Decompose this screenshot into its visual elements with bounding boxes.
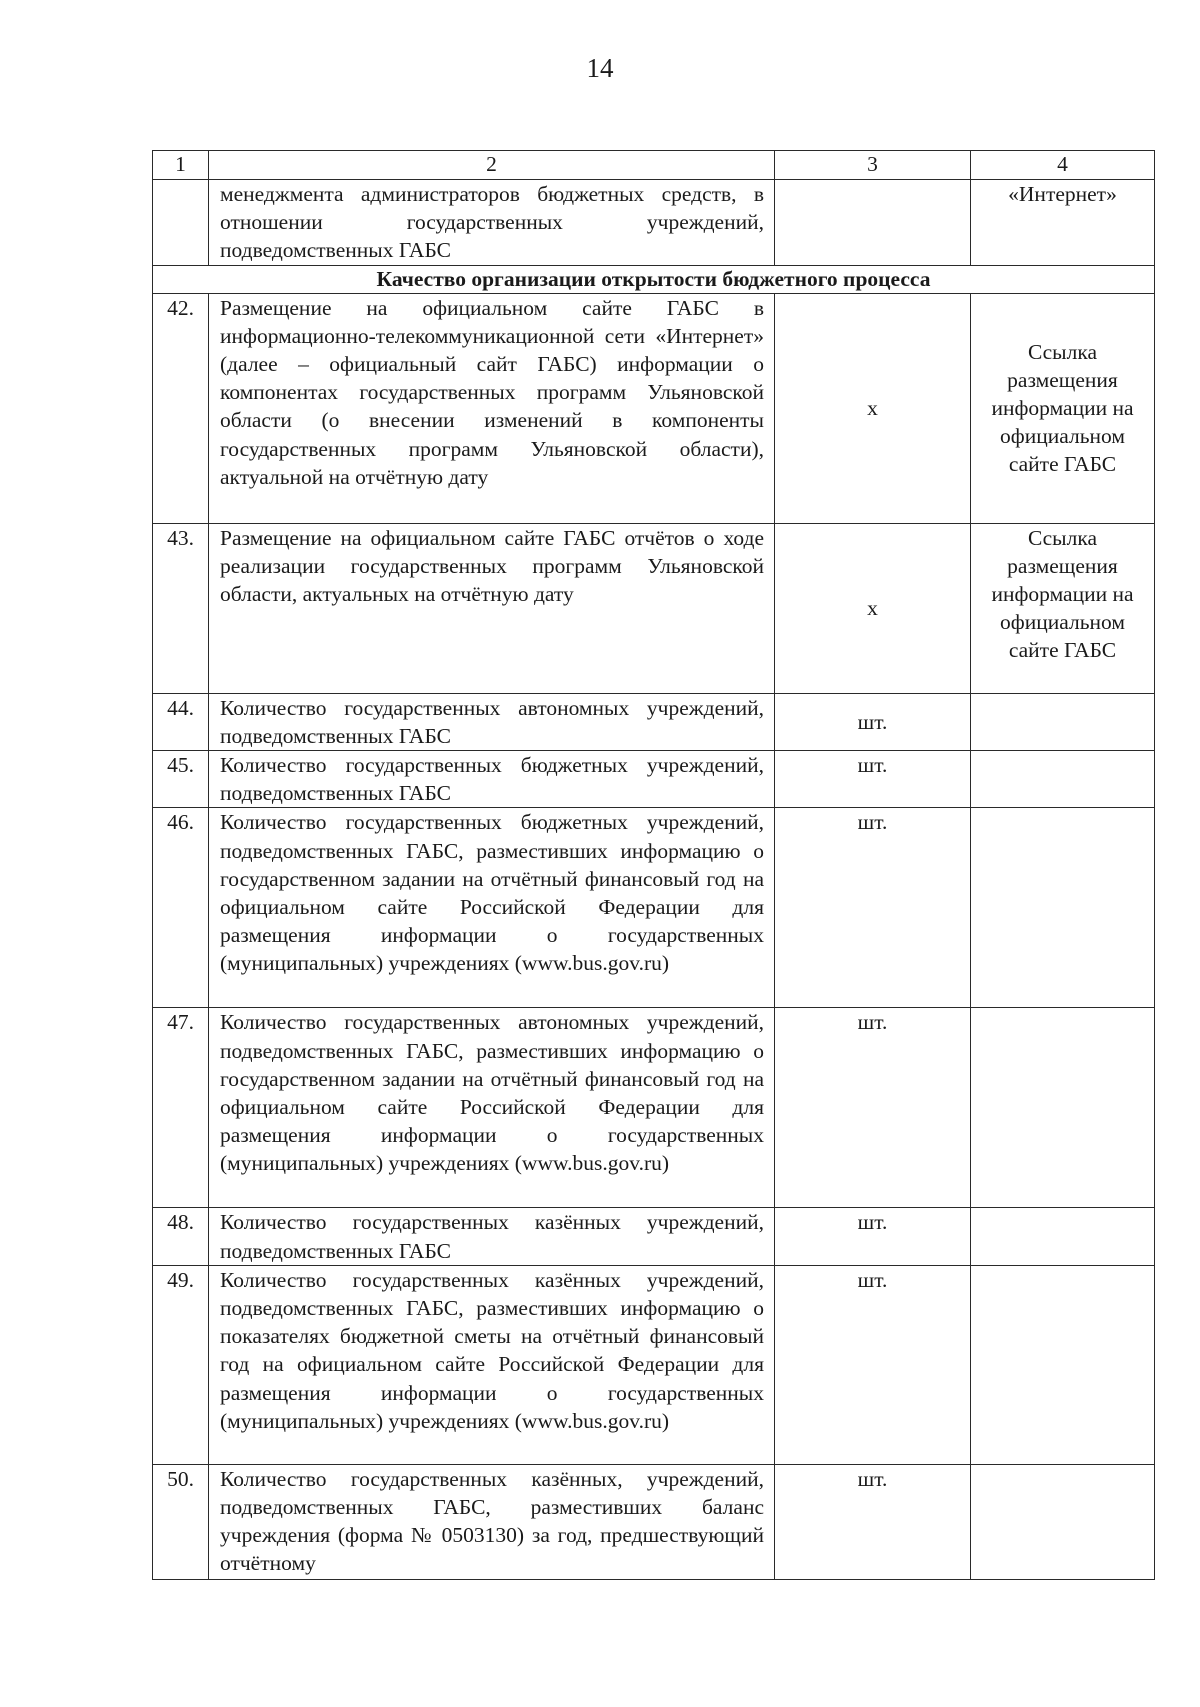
row-source bbox=[971, 693, 1155, 750]
row-source bbox=[971, 1008, 1155, 1208]
row-indicator-text: Количество государственных казённых учреждений, подведомственных ГАБС, разместивших информацию о показателях бюджетной сметы на отчётный финансовый год на официальном сайте Российской Федерации для размещения информации о государственных (муниципальных) учреждениях (www.bus.gov.ru) bbox=[209, 1265, 775, 1464]
row-unit: шт. bbox=[775, 751, 971, 808]
row-number: 42. bbox=[153, 293, 209, 523]
table-row bbox=[153, 1208, 1155, 1265]
header-col-2: 2 bbox=[209, 151, 775, 180]
row-unit: шт. bbox=[775, 808, 971, 1008]
row-unit: шт. bbox=[775, 1464, 971, 1579]
section-header-row bbox=[153, 265, 1155, 293]
row-number: 49. bbox=[153, 1265, 209, 1464]
row-source bbox=[971, 808, 1155, 1008]
row-number: 43. bbox=[153, 523, 209, 693]
table-row bbox=[153, 693, 1155, 750]
page-number: 14 bbox=[586, 53, 614, 83]
row-number: 47. bbox=[153, 1008, 209, 1208]
row-indicator-text: менеджмента администраторов бюджетных средств, в отношении государственных учреждений, подведомственных ГАБС bbox=[209, 180, 775, 266]
table-row-continuation bbox=[153, 180, 1155, 266]
row-number: 45. bbox=[153, 751, 209, 808]
table-row bbox=[153, 751, 1155, 808]
row-indicator-text: Размещение на официальном сайте ГАБС отчётов о ходе реализации государственных программ Ульяновской области, актуальных на отчётную дату bbox=[209, 523, 775, 693]
row-indicator-text: Количество государственных бюджетных учреждений, подведомственных ГАБС, разместивших информацию о государственном задании на отчётный финансовый год на официальном сайте Российской Федерации для размещения информации о государственных (муниципальных) учреждениях (www.bus.gov.ru) bbox=[209, 808, 775, 1008]
table-row bbox=[153, 523, 1155, 693]
indicators-table bbox=[152, 150, 1155, 1580]
table-header-row bbox=[153, 151, 1155, 180]
row-unit: х bbox=[775, 293, 971, 523]
row-source bbox=[971, 1208, 1155, 1265]
row-unit: шт. bbox=[775, 1208, 971, 1265]
row-source: Ссылка размещения информации на официальном сайте ГАБС bbox=[971, 293, 1155, 523]
row-number bbox=[153, 180, 209, 266]
row-unit: шт. bbox=[775, 1008, 971, 1208]
row-indicator-text: Количество государственных автономных учреждений, подведомственных ГАБС, разместивших информацию о государственном задании на отчётный финансовый год на официальном сайте Российской Федерации для размещения информации о государственных (муниципальных) учреждениях (www.bus.gov.ru) bbox=[209, 1008, 775, 1208]
table-row bbox=[153, 808, 1155, 1008]
row-number: 50. bbox=[153, 1464, 209, 1579]
row-source: «Интернет» bbox=[971, 180, 1155, 266]
row-indicator-text: Количество государственных казённых, учреждений, подведомственных ГАБС, разместивших баланс учреждения (форма № 0503130) за год, предшествующий отчётному bbox=[209, 1464, 775, 1579]
row-indicator-text: Количество государственных бюджетных учреждений, подведомственных ГАБС bbox=[209, 751, 775, 808]
header-col-4: 4 bbox=[971, 151, 1155, 180]
table-row bbox=[153, 293, 1155, 523]
section-title: Качество организации открытости бюджетного процесса bbox=[153, 265, 1155, 293]
header-col-1: 1 bbox=[153, 151, 209, 180]
row-unit bbox=[775, 180, 971, 266]
row-unit: х bbox=[775, 523, 971, 693]
row-indicator-text: Количество государственных автономных учреждений, подведомственных ГАБС bbox=[209, 693, 775, 750]
row-indicator-text: Размещение на официальном сайте ГАБС в информационно-телекоммуникационной сети «Интернет» (далее – официальный сайт ГАБС) информации о компонентах государственных программ Ульяновской области (о внесении изменений в компоненты государственных программ Ульяновской области), актуальной на отчётную дату bbox=[209, 293, 775, 523]
table-row bbox=[153, 1265, 1155, 1464]
row-number: 44. bbox=[153, 693, 209, 750]
row-number: 48. bbox=[153, 1208, 209, 1265]
table-row bbox=[153, 1464, 1155, 1579]
row-source: Ссылка размещения информации на официальном сайте ГАБС bbox=[971, 523, 1155, 693]
row-source bbox=[971, 1265, 1155, 1464]
row-source bbox=[971, 751, 1155, 808]
header-col-3: 3 bbox=[775, 151, 971, 180]
row-indicator-text: Количество государственных казённых учреждений, подведомственных ГАБС bbox=[209, 1208, 775, 1265]
table-row bbox=[153, 1008, 1155, 1208]
row-unit: шт. bbox=[775, 1265, 971, 1464]
row-number: 46. bbox=[153, 808, 209, 1008]
row-unit: шт. bbox=[775, 693, 971, 750]
row-source bbox=[971, 1464, 1155, 1579]
